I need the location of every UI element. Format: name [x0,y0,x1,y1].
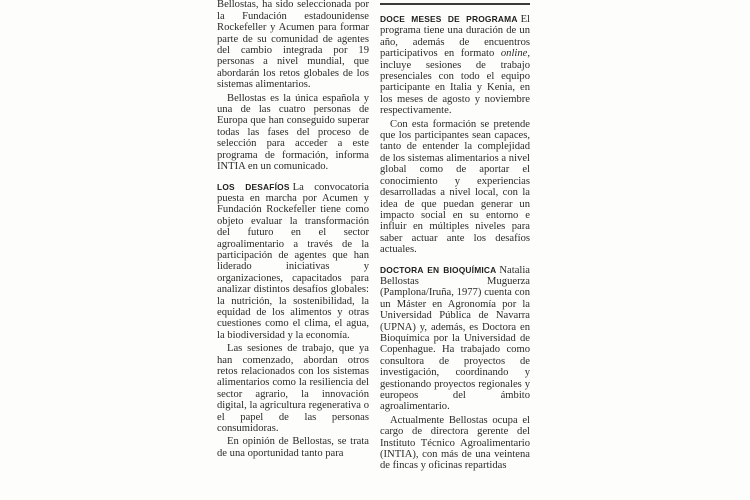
section-text: Natalia Bellostas Muguerza (Pamplona/Iruña, 1977) cuenta con un Máster en Agronomía por la Universidad Pública de Navarra (UPNA) y, además, es Doctora en Bioquímica por la Universidad de Copenhague. Ha trabajado como consultora de proyectos de investigación, coordinando y gestionando proyectos regionales y europeos del ámbito agroalimentario. [380,264,530,413]
body-paragraph: Las sesiones de trabajo, que ya han comenzado, abordan otros retos relacionados con los sistemas alimentarios como la resiliencia del sector agrario, la innovación digital, la agricultura regenerativa o el papel de las personas consumidoras. [217,343,369,435]
article-column-right [380,14,530,472]
section-desafios [217,182,369,342]
article-column-left [217,0,369,459]
section-kicker: DOCE MESES DE PROGRAMA [380,14,518,24]
section-text: , incluye sesiones de trabajo presenciales con todo el equipo participante en Italia y Kenia, en los meses de agosto y noviembre respectivamente. [380,48,530,117]
body-paragraph: Actualmente Bellostas ocupa el cargo de directora gerente del Instituto Técnico Agroalimentario (INTIA), con más de una veintena de fincas y oficinas repartidas [380,414,530,472]
column-rule [380,3,530,5]
section-text: La convocatoria puesta en marcha por Acumen y Fundación Rockefeller tiene como objeto evaluar la transformación del futuro en el sector agroalimentario a través de la participación de agentes que han liderado iniciativas y organizaciones, capacitados para analizar distintos desafíos globales: la nutrición, la sostenibilidad, la equidad de los alimentos y otras cuestiones como el clima, el agua, la biodiversidad y la economía. [217,181,369,341]
section-doctora [380,265,530,413]
body-paragraph: En opinión de Bellostas, se trata de una oportunidad tanto para [217,436,369,459]
section-kicker: LOS DESAFÍOS [217,181,290,192]
italic-word: online [500,48,528,60]
body-paragraph: Bellostas es la única española y una de las cuatro personas de Europa que han conseguido superar todas las fases del proceso de selección para acceder a este programa de formación, informa INTIA en un comunicado. [217,92,369,173]
section-meses [380,14,530,117]
section-text: El programa tiene una duración de un año, además de encuentros participativos en formato [380,14,530,60]
section-kicker: DOCTORA EN BIOQUÍMICA [380,264,497,275]
intro-paragraph: Bellostas, ha sido seleccionada por la Fundación estadounidense Rockefeller y Acumen para formar parte de su comunidad de agentes del cambio integrada por 19 personas a nivel mundial, que abordarán los retos globales de los sistemas alimentarios. [217,0,369,91]
body-paragraph: Con esta formación se pretende que los participantes sean capaces, tanto de entender la complejidad de los sistemas alimentarios a nivel global como de aportar el conocimiento y experiencias desarrolladas a nivel local, con la idea de que puedan generar un impacto social en su entorno e influir en múltiples niveles para saber actuar ante los desafíos actuales. [380,118,530,256]
